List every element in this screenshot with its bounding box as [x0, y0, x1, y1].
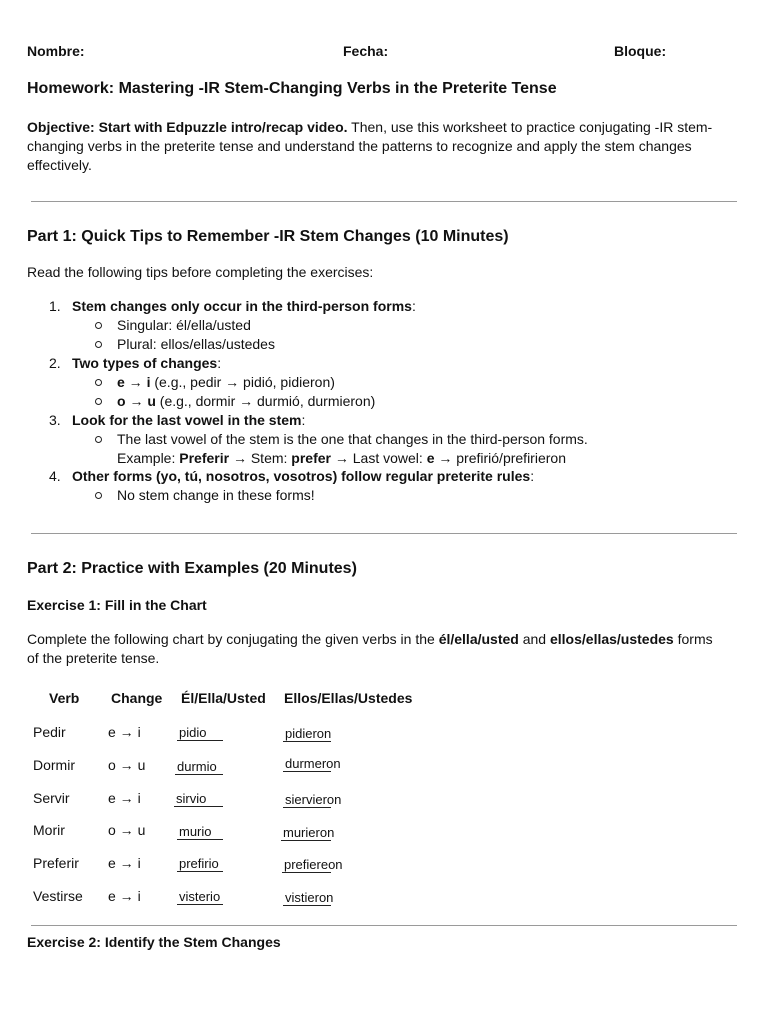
tip-2-o-to-u: o → u (e.g., dormir → durmió, durmieron): [117, 393, 376, 409]
part1-intro: Read the following tips before completing the exercises:: [27, 264, 374, 280]
tip-number: 4.: [49, 468, 61, 484]
answer-ellos-field[interactable]: durmeron: [285, 756, 341, 771]
page-title: Homework: Mastering -IR Stem-Changing Verbs in the Preterite Tense: [27, 80, 557, 97]
tip-1-singular: Singular: él/ella/usted: [117, 317, 251, 333]
objective-paragraph: [27, 118, 727, 175]
change-cell: o → u: [108, 757, 146, 773]
tip-3-example: Example: Preferir → Stem: prefer → Last vowel: e → prefirió/prefirieron: [117, 450, 566, 466]
exercise1-instructions: Complete the following chart by conjugating the given verbs in the él/ella/usted and ellos/ellas/ustedes forms of the preterite tense.: [27, 631, 713, 666]
tip-number: 1.: [49, 298, 61, 314]
objective-text: Then, use this worksheet to practice conjugating -IR stem-changing verbs in the preterite tense and understand the patterns to recognize and apply the stem changes effectively.: [27, 119, 713, 173]
answer-ellos-field[interactable]: vistieron: [285, 890, 334, 905]
bullet-icon: [95, 341, 102, 348]
bullet-icon: [95, 436, 102, 443]
column-header-el-ella-usted: Él/Ella/Usted: [181, 690, 266, 706]
answer-el-field[interactable]: murio: [177, 824, 223, 840]
exercise2-title: Exercise 2: Identify the Stem Changes: [27, 934, 281, 950]
tip-number: 2.: [49, 355, 61, 371]
bullet-icon: [95, 398, 102, 405]
change-cell: o → u: [108, 822, 146, 838]
verb-cell: Morir: [33, 822, 65, 838]
fecha-label: Fecha:: [343, 43, 389, 59]
answer-ellos-field[interactable]: murieron: [283, 825, 335, 840]
verb-cell: Servir: [33, 790, 70, 806]
tip-1-plural: Plural: ellos/ellas/ustedes: [117, 336, 275, 352]
tip-3: Look for the last vowel in the stem:: [72, 412, 306, 428]
bullet-icon: [95, 492, 102, 499]
verb-cell: Pedir: [33, 724, 66, 740]
column-header-change: Change: [111, 690, 163, 706]
part1-heading: Part 1: Quick Tips to Remember -IR Stem Changes (10 Minutes): [27, 228, 509, 245]
divider: [31, 925, 737, 926]
bullet-icon: [95, 322, 102, 329]
change-cell: e → i: [108, 790, 141, 806]
tip-1: Stem changes only occur in the third-person forms:: [72, 298, 416, 314]
tip-number: 3.: [49, 412, 61, 428]
change-cell: e → i: [108, 724, 141, 740]
answer-ellos-field[interactable]: pidieron: [285, 726, 332, 741]
tip-4: Other forms (yo, tú, nosotros, vosotros) follow regular preterite rules:: [72, 468, 535, 484]
answer-el-field[interactable]: visterio: [177, 889, 223, 905]
objective-label: Objective:: [27, 119, 95, 135]
verb-cell: Dormir: [33, 757, 75, 773]
exercise1-title: Exercise 1: Fill in the Chart: [27, 597, 207, 613]
divider: [31, 533, 737, 534]
tip-3-last-vowel: The last vowel of the stem is the one that changes in the third-person forms.: [117, 431, 588, 447]
tip-4-no-change: No stem change in these forms!: [117, 487, 315, 503]
bloque-label: Bloque:: [614, 43, 667, 59]
answer-el-field[interactable]: pidio: [177, 725, 223, 741]
divider: [31, 201, 737, 202]
tip-2: Two types of changes:: [72, 355, 222, 371]
answer-el-field[interactable]: durmio: [175, 759, 223, 775]
column-header-verb: Verb: [49, 690, 80, 706]
tip-2-e-to-i: e → i (e.g., pedir → pidió, pidieron): [117, 374, 335, 390]
change-cell: e → i: [108, 855, 141, 871]
nombre-label: Nombre:: [27, 43, 85, 59]
verb-cell: Preferir: [33, 855, 79, 871]
answer-el-field[interactable]: prefirio: [177, 856, 223, 872]
answer-el-field[interactable]: sirvio: [174, 791, 223, 807]
answer-ellos-field[interactable]: siervieron: [285, 792, 342, 807]
bullet-icon: [95, 379, 102, 386]
verb-cell: Vestirse: [33, 888, 83, 904]
objective-bold: Start with Edpuzzle intro/recap video.: [98, 119, 348, 135]
change-cell: e → i: [108, 888, 141, 904]
answer-ellos-field[interactable]: prefiereon: [284, 857, 343, 872]
part2-heading: Part 2: Practice with Examples (20 Minutes): [27, 560, 357, 577]
column-header-ellos-ellas-ustedes: Ellos/Ellas/Ustedes: [284, 690, 413, 706]
